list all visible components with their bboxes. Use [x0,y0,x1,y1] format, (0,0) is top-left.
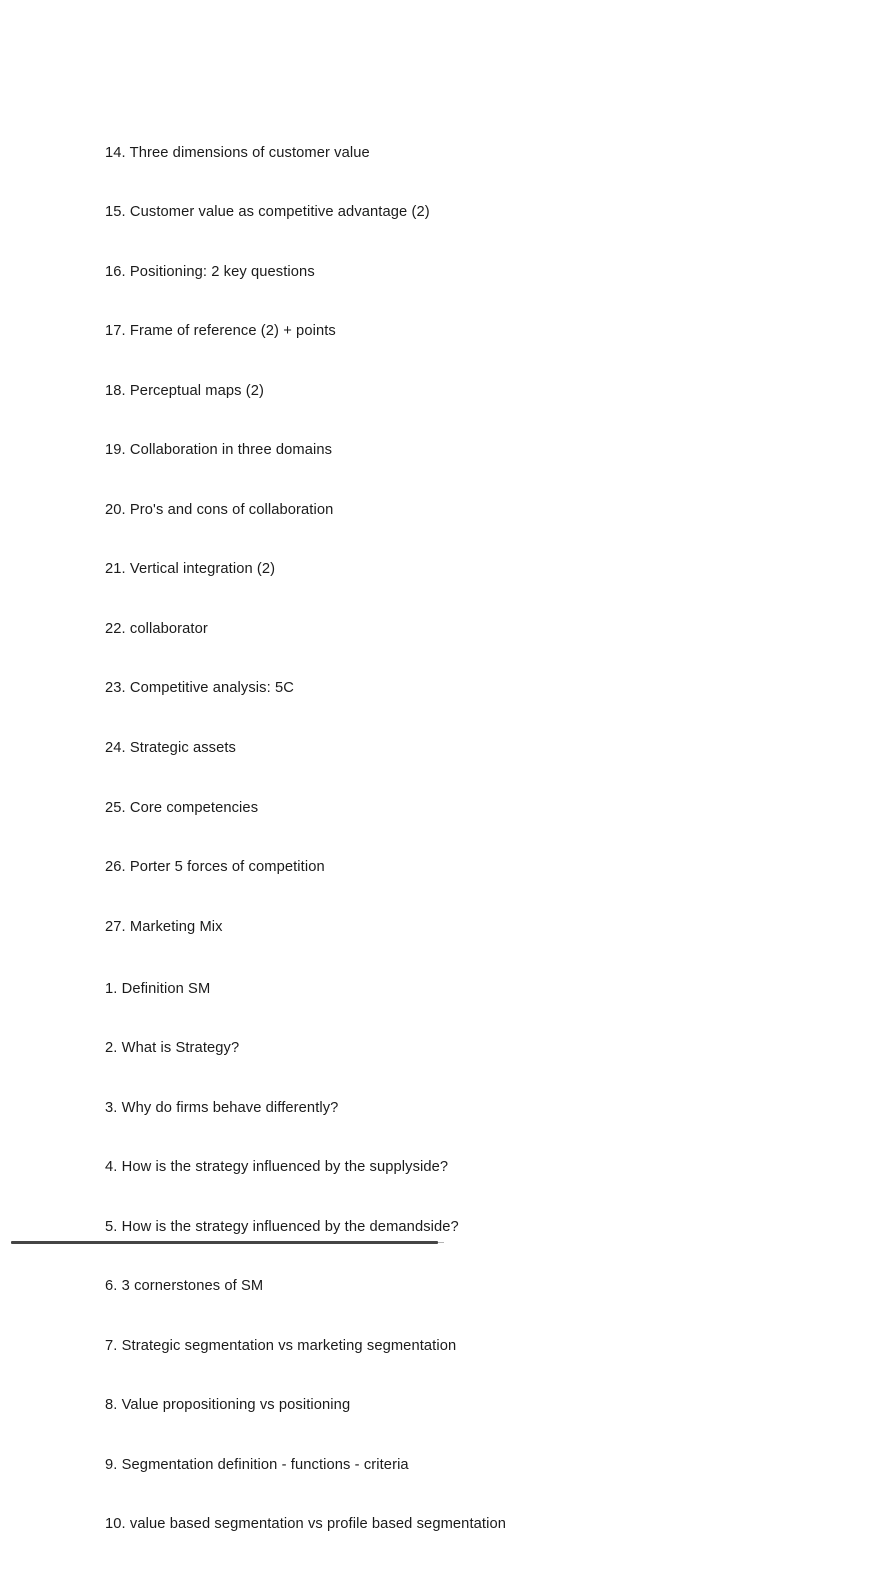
page-divider [11,1241,438,1244]
list-item: 4. How is the strategy influenced by the supplyside? [105,1159,449,1176]
list-item: 22. collaborator [105,620,208,637]
list-item: 16. Positioning: 2 key questions [105,263,315,280]
list-item: 3. Why do firms behave differently? [105,1099,339,1116]
list-item: 6. 3 cornerstones of SM [105,1278,264,1295]
list-item: 17. Frame of reference (2) + points [105,323,336,340]
list-item: 27. Marketing Mix [105,918,223,935]
list-item: 15. Customer value as competitive advantage (2) [105,204,430,221]
list-item: 20. Pro's and cons of collaboration [105,501,334,518]
list-item: 18. Perceptual maps (2) [105,382,265,399]
list-item: 26. Porter 5 forces of competition [105,859,325,876]
list-item: 1. Definition SM [105,980,211,997]
list-item: 10. value based segmentation vs profile based segmentation [105,1516,506,1533]
list-item: 8. Value propositioning vs positioning [105,1397,351,1414]
list-item: 25. Core competencies [105,799,259,816]
list-item: 2. What is Strategy? [105,1040,240,1057]
list-item: 24. Strategic assets [105,740,236,756]
numbered-list-top [105,104,430,977]
list-item: 5. How is the strategy influenced by the demandside? [105,1218,459,1235]
list-item: 19. Collaboration in three domains [105,442,333,459]
list-item: 14. Three dimensions of customer value [105,144,370,161]
list-item: 9. Segmentation definition - functions - criteria [105,1456,409,1473]
list-item: 23. Competitive analysis: 5C [105,680,294,697]
numbered-list-bottom [105,940,506,1575]
list-item: 21. Vertical integration (2) [105,561,276,578]
list-item: 7. Strategic segmentation vs marketing segmentation [105,1337,457,1354]
